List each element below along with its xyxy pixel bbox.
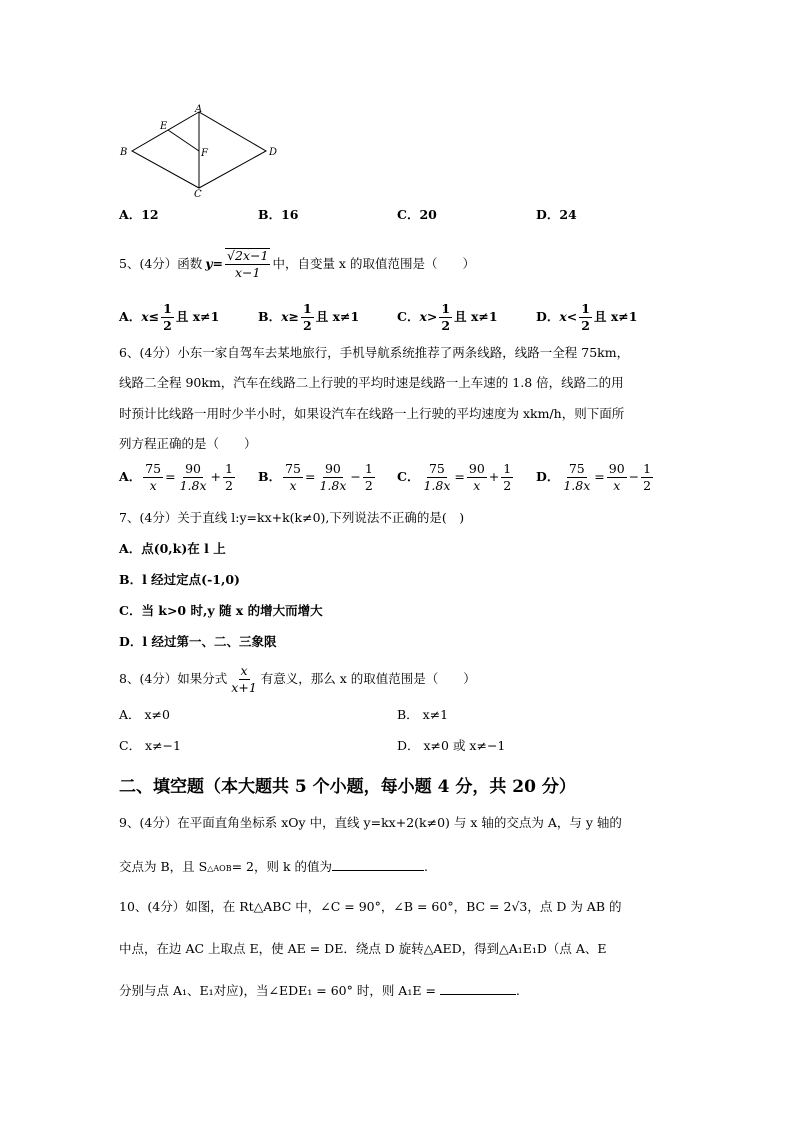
q5-option-b-tail: 且 x≠1 (315, 309, 360, 324)
q6-c-den-1: 1.8x (423, 477, 451, 493)
q7-option-d[interactable]: D．l 经过第一、二、三象限 (119, 634, 277, 649)
q5-option-c-tail: 且 x≠1 (454, 309, 498, 324)
q6-a-num-3: 1 (225, 461, 233, 476)
q6-d-num-3: 1 (643, 461, 652, 476)
q10-answer-blank[interactable] (440, 994, 516, 995)
q9-line2-sub: △AOB (207, 864, 232, 873)
q6-a-num-2: 90 (185, 461, 202, 476)
q7-option-a[interactable]: A．点(0,k)在 l 上 (119, 541, 226, 556)
q6-option-a[interactable]: A． $\frac{75}{x}$ = $\frac{90}{1.8x}$ + $\frac{1}{2}$ (119, 461, 233, 493)
q4-option-b[interactable]: B．16 (258, 207, 299, 222)
q6-d-frac-2 (607, 462, 627, 493)
q5-option-b-num: 1 (303, 301, 312, 316)
q5-option-d-den: 2 (581, 317, 590, 333)
q6-d-num-1: 75 (568, 461, 585, 476)
q10-line-1: 10、(4分）如图，在 Rt△ABC 中，∠C = 90°，∠B = 60°，BC = 2√3，点 D 为 AB 的 (119, 899, 622, 914)
q6-c-num-1: 75 (428, 461, 445, 476)
q8-prefix: 8、(4分）如果分式 (119, 671, 228, 686)
q5-option-b-rel: x≥ (281, 309, 300, 324)
q8-stem (119, 664, 476, 695)
q6-option-d[interactable]: D． $\frac{75}{1.8x}$ = $\frac{90}{x}$ − $\frac{1}{2}$ (536, 461, 652, 493)
q6-b-frac-3 (363, 462, 375, 493)
q5-suffix: 中，自变量 x 的取值范围是（ ） (272, 255, 475, 271)
q6-c-frac-3 (501, 462, 513, 493)
q5-fraction (225, 248, 270, 280)
q6-b-den-1: x (289, 477, 297, 493)
q4-option-c[interactable]: C．20 (397, 207, 437, 222)
q6-d-frac-1 (561, 462, 592, 493)
q6-option-b-label: B． (258, 469, 282, 484)
q6-c-op: + (488, 469, 500, 484)
q4-option-d[interactable]: D．24 (536, 207, 577, 222)
q6-d-num-2: 90 (608, 461, 625, 476)
q5-option-d-tail: 且 x≠1 (593, 309, 638, 324)
q9-line-1: 9、(4分）在平面直角坐标系 xOy 中，直线 y=kx+2(k≠0) 与 x 轴的交点为 A，与 y 轴的 (119, 815, 622, 830)
q5-denominator: x−1 (235, 264, 261, 280)
q5-option-b-label: B． (258, 309, 282, 324)
q8-option-b[interactable]: B． x≠1 (397, 707, 449, 722)
label-d: D (269, 147, 278, 158)
q5-option-a-frac (161, 302, 174, 333)
q4-option-a[interactable]: A．12 (119, 207, 159, 222)
q8-denominator: x+1 (231, 679, 257, 695)
label-e: E (160, 121, 168, 132)
q5-option-d-label: D． (536, 309, 560, 324)
q6-line-3: 时预计比线路一用时少半小时，如果设汽车在线路一上行驶的平均速度为 xkm/h，则下面所 (119, 406, 625, 421)
q5-prefix: 5、(4分）函数 (119, 255, 203, 271)
q6-d-frac-3 (641, 462, 653, 493)
q5-numerator: √2x−1 (227, 248, 269, 263)
q6-b-frac-2 (317, 462, 348, 493)
q10-line3-end: . (515, 983, 520, 998)
q5-option-d-rel: x< (559, 309, 578, 324)
q6-b-op: − (350, 469, 361, 484)
q6-a-frac-1 (143, 462, 163, 493)
q7-option-b[interactable]: B．l 经过定点(-1,0) (119, 572, 240, 587)
q5-option-d[interactable] (536, 302, 637, 333)
q6-a-op: + (210, 469, 222, 484)
q6-d-op: − (628, 469, 640, 484)
q8-fraction (229, 664, 258, 695)
q8-suffix: 有意义，那么 x 的取值范围是（ ） (260, 671, 476, 686)
q6-line-2: 线路二全程 90km，汽车在线路二上行驶的平均时速是线路一上车速的 1.8 倍，线路二的用 (119, 375, 624, 390)
q5-option-b-den: 2 (303, 317, 312, 333)
q5-option-c[interactable] (397, 302, 498, 333)
q6-c-num-3: 1 (503, 461, 512, 476)
q6-b-num-3: 1 (364, 461, 373, 476)
q9-line2-a: 交点为 B，且 S (119, 859, 208, 874)
q8-option-a[interactable]: A． x≠0 (119, 707, 170, 722)
section-2-title: 二、填空题（本大题共 5 个小题，每小题 4 分，共 20 分） (119, 777, 576, 797)
q6-option-c[interactable]: C． $\frac{75}{1.8x}$ = $\frac{90}{x}$ + $\frac{1}{2}$ (397, 461, 512, 493)
q5-option-a-tail: 且 x≠1 (175, 309, 220, 324)
q5-option-c-num: 1 (441, 301, 451, 316)
q5-option-c-rel: x> (419, 309, 438, 324)
label-f: F (201, 148, 208, 159)
q6-option-d-label: D． (536, 469, 560, 484)
label-b: B (120, 147, 128, 158)
q6-b-den-3: 2 (364, 477, 373, 493)
q6-option-b[interactable]: B． $\frac{75}{x}$ = $\frac{90}{1.8x}$ − $\frac{1}{2}$ (258, 461, 373, 493)
q6-d-den-3: 2 (643, 477, 652, 493)
q5-option-a-num: 1 (163, 301, 172, 316)
q5-option-c-den: 2 (441, 317, 451, 333)
q6-b-num-2: 90 (324, 461, 341, 476)
q6-c-num-2: 90 (468, 461, 485, 476)
q5-option-a-den: 2 (163, 317, 172, 333)
q10-line-3 (119, 985, 520, 998)
q6-b-frac-1 (283, 462, 303, 493)
q10-line-2: 中点，在边 AC 上取点 E，使 AE = DE．绕点 D 旋转△AED，得到△A₁E₁D（点 A、E (119, 941, 607, 956)
q6-d-den-2: x (613, 477, 621, 493)
q5-option-d-frac (579, 302, 592, 333)
q5-option-c-label: C． (397, 309, 420, 324)
q6-a-den-3: 2 (225, 477, 233, 493)
q5-option-b[interactable] (258, 302, 359, 333)
q6-a-frac-2 (178, 462, 209, 493)
q8-option-c[interactable]: C． x≠−1 (119, 738, 181, 753)
q6-c-den-3: 2 (503, 477, 512, 493)
q9-line-2 (119, 861, 428, 874)
q7-stem: 7、(4分）关于直线 l:y=kx+k(k≠0),下列说法不正确的是( ) (119, 510, 465, 525)
q6-a-frac-3 (223, 462, 235, 493)
q5-option-b-frac (301, 302, 314, 333)
q5-y-eq: y= (205, 255, 224, 271)
q6-option-a-label: A． (119, 469, 142, 484)
q5-option-d-num: 1 (581, 301, 590, 316)
q6-line-4: 列方程正确的是（ ） (119, 436, 257, 451)
q9-line2-end: . (424, 859, 428, 874)
q9-line2-b: = 2，则 k 的值为 (231, 859, 332, 874)
q8-option-d[interactable]: D． x≠0 或 x≠−1 (397, 738, 506, 753)
q5-stem (119, 248, 475, 280)
label-a: A (195, 104, 203, 115)
q6-c-den-2: x (473, 477, 481, 493)
q6-line-1: 6、(4分）小东一家自驾车去某地旅行，手机导航系统推荐了两条线路，线路一全程 75km， (119, 345, 630, 360)
q6-a-den-1: x (149, 477, 157, 493)
q6-option-c-label: C． (397, 469, 420, 484)
q8-numerator: x (240, 663, 248, 678)
q10-line3-a: 分别与点 A₁、E₁对应)，当∠EDE₁ = 60° 时，则 A₁E = (119, 983, 436, 998)
q7-option-c[interactable]: C．当 k>0 时,y 随 x 的增大而增大 (119, 603, 323, 618)
q6-b-den-2: 1.8x (319, 477, 347, 493)
q6-b-num-1: 75 (285, 461, 301, 476)
segment-ef (168, 130, 199, 151)
q5-option-a[interactable] (119, 302, 219, 333)
q6-c-frac-2 (467, 462, 487, 493)
q6-d-den-1: 1.8x (563, 477, 591, 493)
q5-option-c-frac (439, 302, 452, 333)
rhombus-figure (112, 100, 282, 200)
q6-c-frac-1 (421, 462, 452, 493)
q6-a-den-2: 1.8x (179, 477, 207, 493)
q9-answer-blank[interactable] (332, 870, 424, 871)
label-c: C (194, 189, 202, 200)
q5-option-a-label: A． (119, 309, 142, 324)
q5-option-a-rel: x≤ (141, 309, 160, 324)
q6-a-num-1: 75 (145, 461, 162, 476)
